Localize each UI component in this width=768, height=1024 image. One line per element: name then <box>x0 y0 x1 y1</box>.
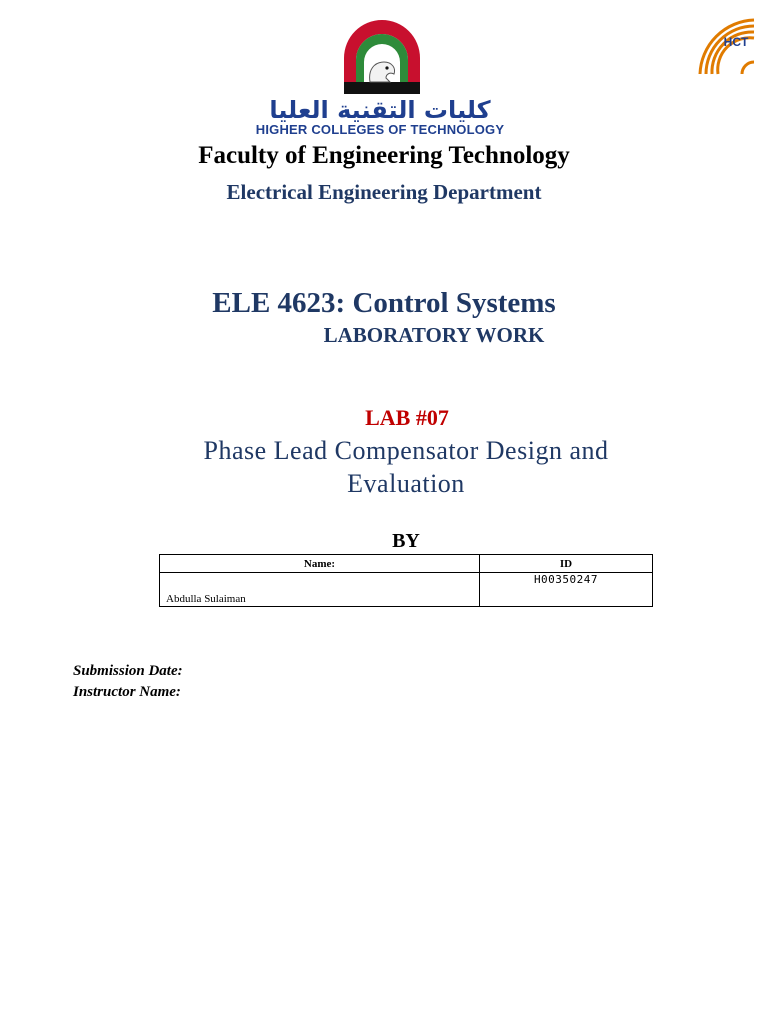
department-heading: Electrical Engineering Department <box>226 180 542 204</box>
submission-date-label: Submission Date: <box>73 663 183 679</box>
student-name-cell: Abdulla Sulaiman <box>160 573 480 607</box>
header-name: Name: <box>160 555 480 573</box>
student-id-cell: H00350247 <box>480 573 653 607</box>
by-label: BY <box>392 530 420 552</box>
header-id: ID <box>480 555 653 573</box>
table-row <box>160 573 653 607</box>
course-title: ELE 4623: Control Systems <box>212 287 556 319</box>
course-subtitle: LABORATORY WORK <box>323 323 545 347</box>
hct-emblem-logo <box>340 18 424 94</box>
college-english-name: HIGHER COLLEGES OF TECHNOLOGY <box>255 122 505 137</box>
table-header-row <box>160 555 653 573</box>
hct-corner-logo <box>696 16 760 80</box>
lab-number: LAB #07 <box>365 405 449 430</box>
lab-title: Phase Lead Compensator Design and Evaluation <box>203 436 609 498</box>
students-table <box>159 554 653 607</box>
faculty-heading: Faculty of Engineering Technology <box>198 142 570 169</box>
hct-badge-text: HCT <box>723 35 749 49</box>
college-arabic-name: كليات التقنية العليا <box>269 96 491 124</box>
instructor-name-label: Instructor Name: <box>73 684 181 700</box>
